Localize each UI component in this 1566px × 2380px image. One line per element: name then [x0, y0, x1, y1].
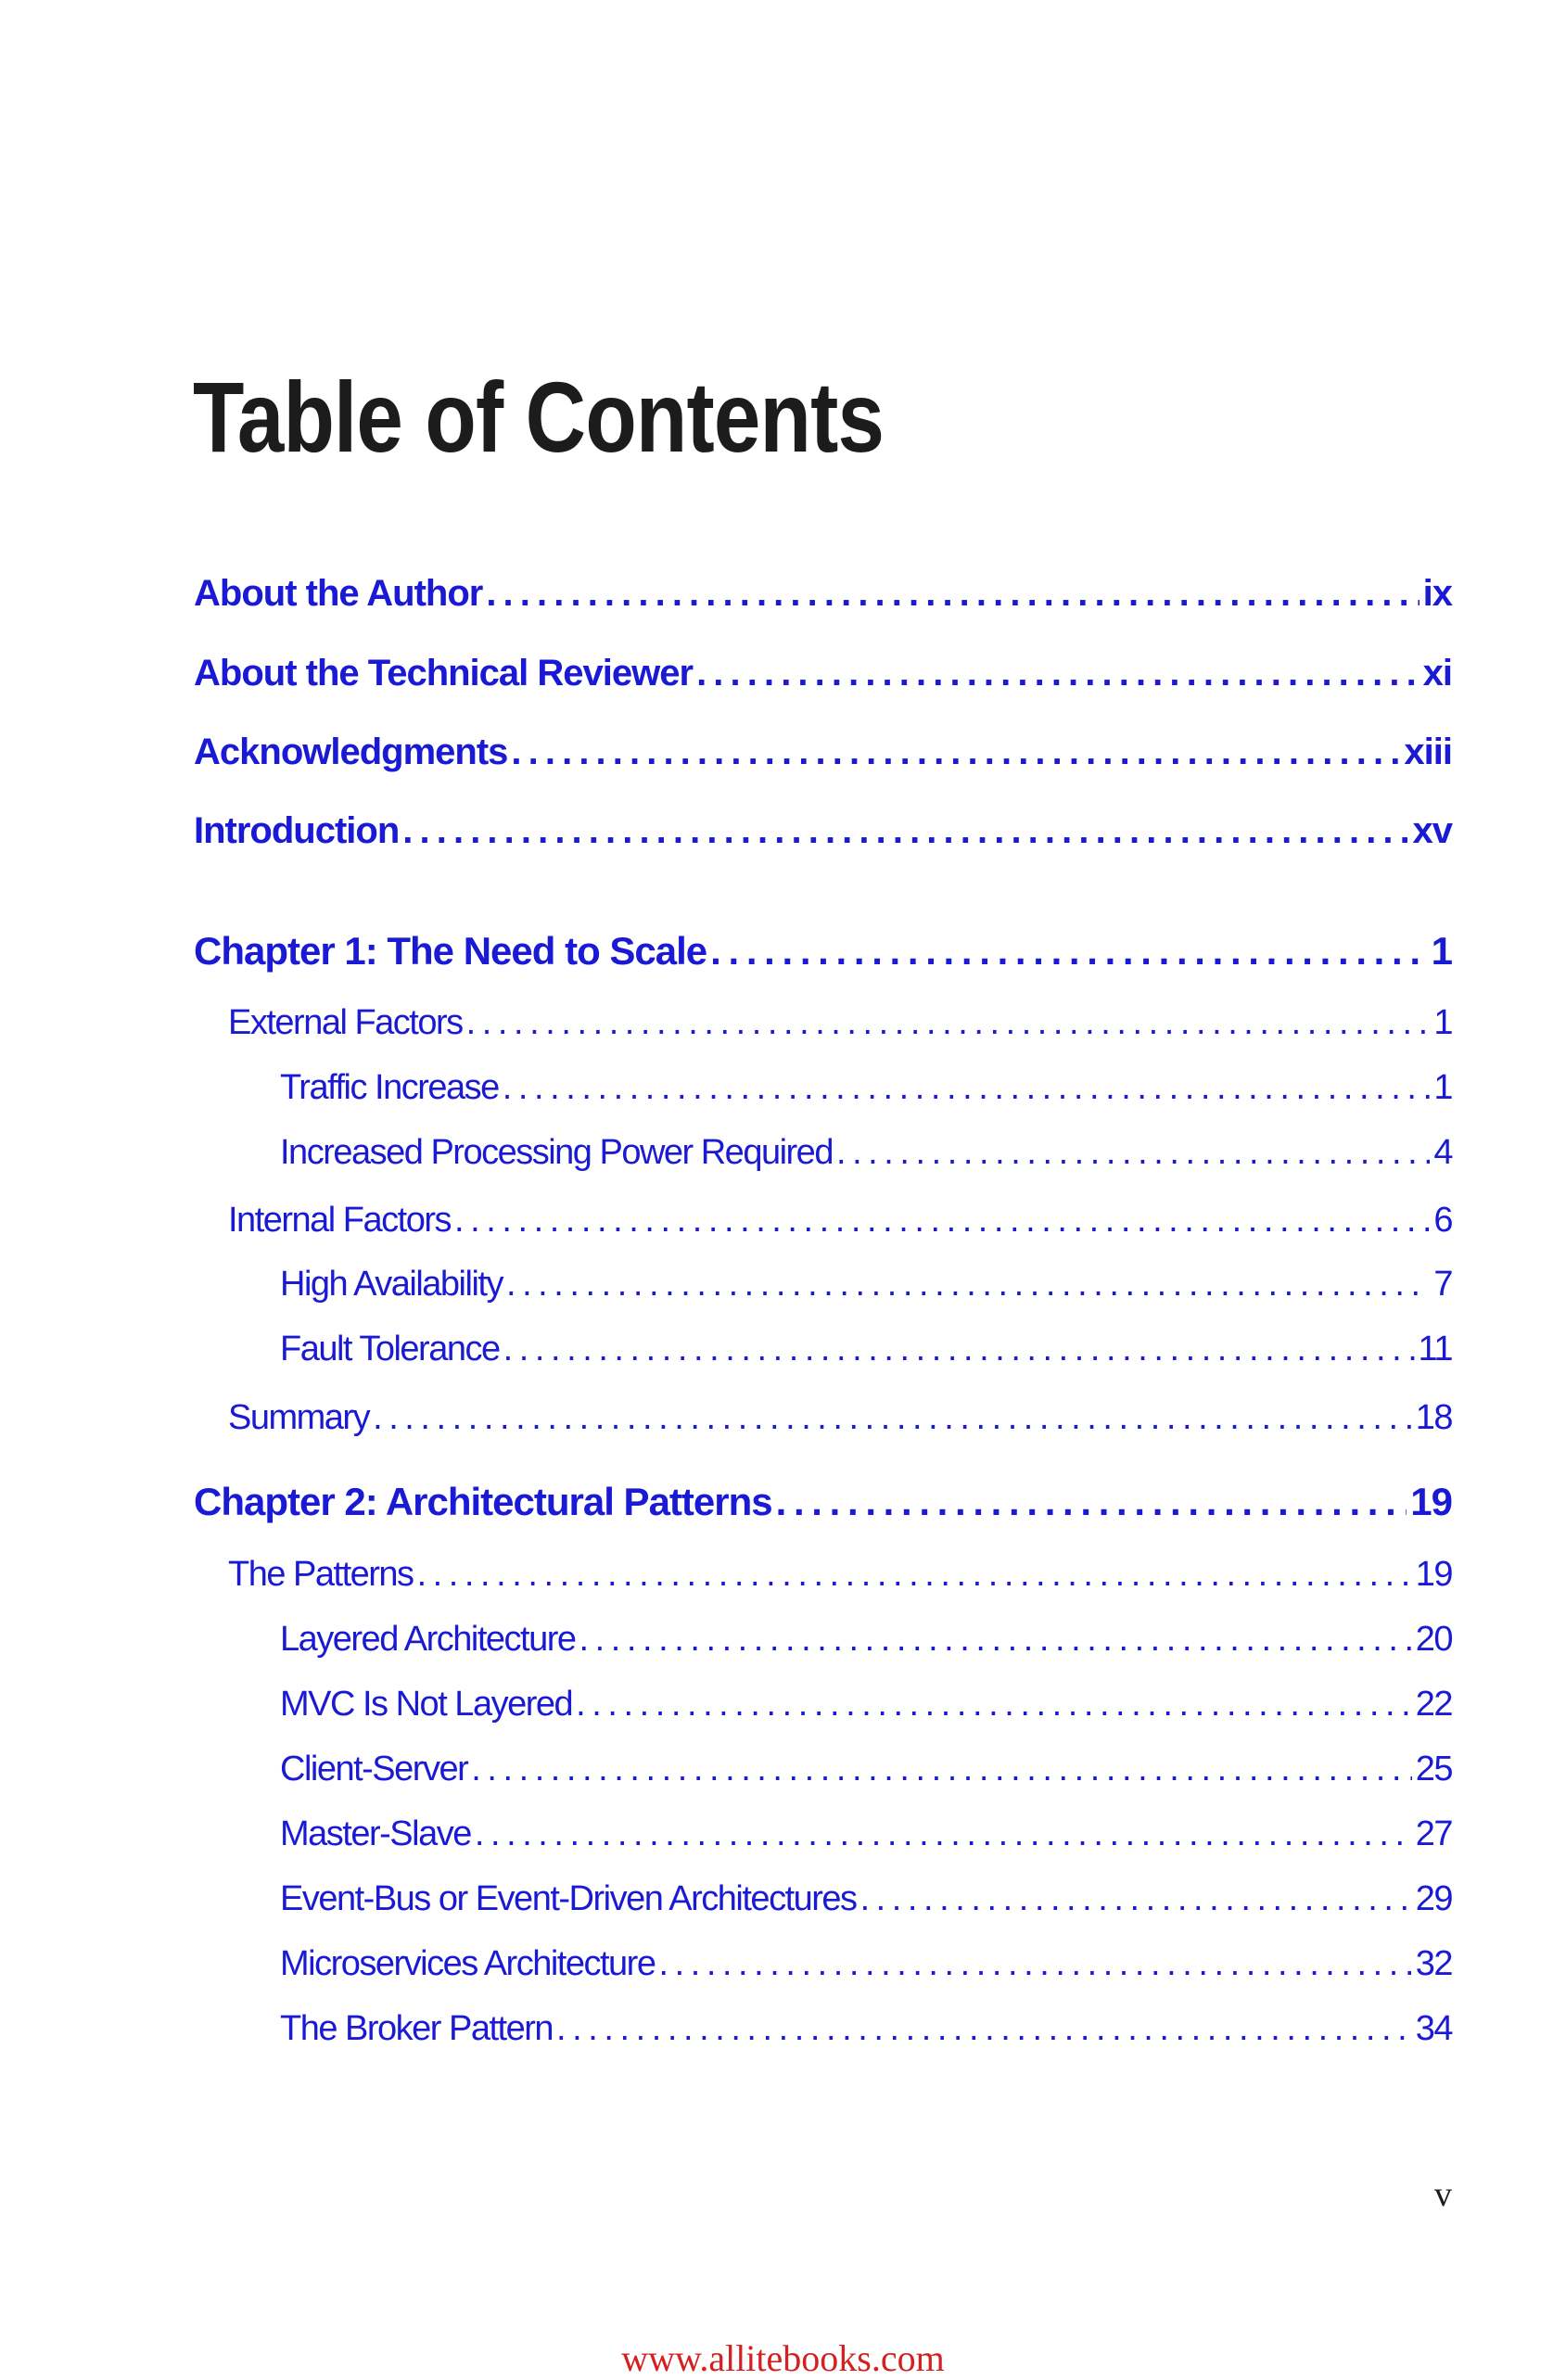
toc-entry-page: ix: [1422, 573, 1452, 614]
toc-entry-chapter-2[interactable]: [194, 1480, 1452, 1524]
toc-entry-page: 22: [1415, 1685, 1452, 1724]
dot-leader: [836, 1133, 1430, 1173]
dot-leader: [579, 1620, 1412, 1660]
dot-leader: [466, 1003, 1431, 1043]
toc-entry-label: About the Author: [194, 573, 483, 614]
dot-leader: [471, 1750, 1411, 1789]
toc-entry-label: Master-Slave: [280, 1814, 471, 1853]
dot-leader: [486, 573, 1419, 615]
page-title: Table of Contents: [193, 361, 885, 473]
toc-entry-page: 6: [1433, 1201, 1452, 1240]
toc-entry-page: 1: [1433, 1003, 1452, 1042]
toc-entry-label: Event-Bus or Event-Driven Architectures: [280, 1879, 857, 1918]
toc-entry-page: 4: [1433, 1133, 1452, 1172]
toc-entry-microservices-architecture[interactable]: [280, 1944, 1452, 1984]
toc-entry-label: Chapter 2: Architectural Patterns: [194, 1480, 772, 1523]
toc-entry-external-factors[interactable]: [228, 1003, 1452, 1043]
toc-entry-page: 32: [1415, 1944, 1452, 1983]
toc-entry-page: 1: [1433, 1068, 1452, 1107]
dot-leader: [373, 1398, 1412, 1438]
toc-entry-increased-processing-power-required[interactable]: [280, 1133, 1452, 1173]
toc-entry-client-server[interactable]: [280, 1750, 1452, 1789]
toc-entry-page: 29: [1415, 1879, 1452, 1918]
toc-entry-label: High Availability: [280, 1265, 503, 1304]
toc-entry-label: Summary: [228, 1398, 370, 1437]
dot-leader: [503, 1068, 1431, 1108]
toc-entry-page: 34: [1415, 2009, 1452, 2048]
toc-entry-introduction[interactable]: [194, 810, 1452, 852]
dot-leader: [475, 1814, 1412, 1854]
toc-entry-label: Microservices Architecture: [280, 1944, 656, 1983]
toc-entry-chapter-1[interactable]: [194, 929, 1452, 974]
toc-entry-label: External Factors: [228, 1003, 463, 1042]
dot-leader: [776, 1480, 1407, 1524]
toc-entry-page: 19: [1415, 1555, 1452, 1594]
page-number: v: [1434, 2175, 1452, 2214]
dot-leader: [503, 1330, 1415, 1369]
toc-entry-label: About the Technical Reviewer: [194, 653, 694, 694]
toc-entry-page: 18: [1415, 1398, 1452, 1437]
toc-entry-about-the-technical-reviewer[interactable]: [194, 653, 1452, 694]
dot-leader: [454, 1201, 1430, 1241]
dot-leader: [506, 1265, 1430, 1305]
dot-leader: [417, 1555, 1412, 1595]
toc-entry-page: 27: [1415, 1814, 1452, 1853]
toc-entry-high-availability[interactable]: [280, 1265, 1452, 1305]
toc-entry-mvc-is-not-layered[interactable]: [280, 1685, 1452, 1725]
dot-leader: [710, 929, 1427, 974]
dot-leader: [511, 732, 1400, 773]
toc-entry-the-broker-pattern[interactable]: [280, 2009, 1452, 2049]
toc-entry-page: xv: [1412, 810, 1452, 851]
dot-leader: [696, 653, 1420, 694]
toc-entry-about-the-author[interactable]: [194, 573, 1452, 615]
dot-leader: [556, 2009, 1412, 2049]
toc-entry-page: 7: [1433, 1265, 1452, 1304]
toc-entry-label: Layered Architecture: [280, 1620, 576, 1659]
toc-entry-label: Fault Tolerance: [280, 1330, 500, 1368]
toc-entry-master-slave[interactable]: [280, 1814, 1452, 1854]
dot-leader: [860, 1879, 1412, 1919]
toc-entry-layered-architecture[interactable]: [280, 1620, 1452, 1660]
toc-entry-summary[interactable]: [228, 1398, 1452, 1438]
toc-entry-page: 1: [1431, 929, 1452, 973]
toc-entry-label: Acknowledgments: [194, 732, 508, 772]
toc-entry-label: Chapter 1: The Need to Scale: [194, 929, 707, 973]
toc-entry-acknowledgments[interactable]: [194, 732, 1452, 773]
toc-entry-the-patterns[interactable]: [228, 1555, 1452, 1595]
toc-entry-label: MVC Is Not Layered: [280, 1685, 573, 1724]
toc-entry-page: 25: [1415, 1750, 1452, 1788]
toc-entry-label: Traffic Increase: [280, 1068, 499, 1107]
toc-entry-label: Introduction: [194, 810, 400, 851]
dot-leader: [658, 1944, 1411, 1984]
toc-entry-fault-tolerance[interactable]: [280, 1330, 1452, 1369]
toc-entry-page: xi: [1422, 653, 1452, 694]
toc-entry-page: 19: [1410, 1480, 1452, 1523]
dot-leader: [576, 1685, 1412, 1725]
toc-entry-page: 20: [1415, 1620, 1452, 1659]
toc-entry-internal-factors[interactable]: [228, 1201, 1452, 1241]
toc-entry-label: The Broker Pattern: [280, 2009, 554, 2048]
toc-entry-traffic-increase[interactable]: [280, 1068, 1452, 1108]
toc-entry-page: 11: [1418, 1330, 1452, 1368]
toc-entry-label: Increased Processing Power Required: [280, 1133, 833, 1172]
toc-entry-label: The Patterns: [228, 1555, 414, 1594]
watermark-link[interactable]: www.allitebooks.com: [621, 2337, 945, 2379]
toc-entry-page: xiii: [1404, 732, 1452, 772]
toc-entry-label: Client-Server: [280, 1750, 468, 1788]
dot-leader: [402, 810, 1408, 852]
toc-entry-label: Internal Factors: [228, 1201, 451, 1240]
toc-entry-event-bus-or-event-driven-architectures[interactable]: [280, 1879, 1452, 1919]
